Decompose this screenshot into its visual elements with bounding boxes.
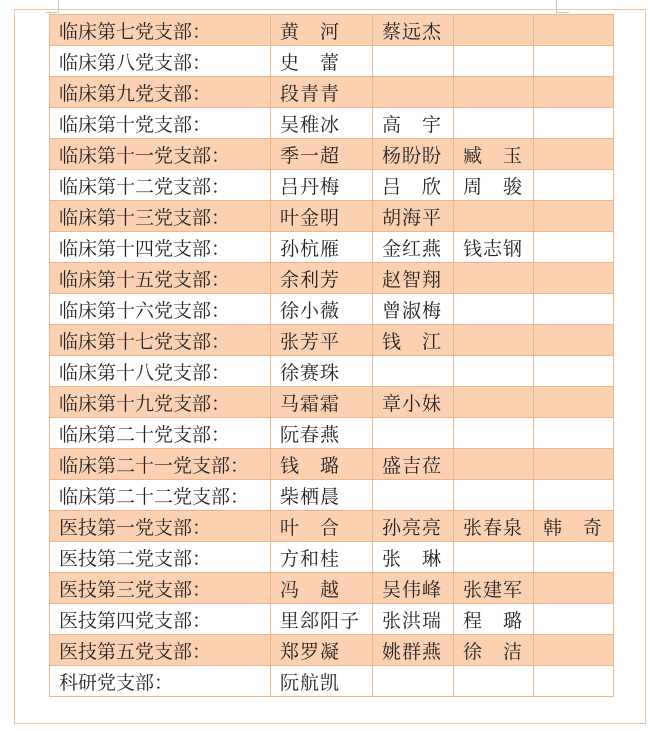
member-name-cell: [534, 387, 614, 418]
table-body: [50, 15, 614, 697]
member-name-cell: 臧 玉: [454, 139, 534, 170]
member-name-cell: 柴栖晨: [271, 480, 373, 511]
member-name-cell: 张 琳: [373, 542, 454, 573]
table-row: [50, 387, 614, 418]
branch-name-cell: 临床第二十二党支部：: [50, 480, 271, 511]
member-name-cell: [454, 387, 534, 418]
member-name-cell: [534, 294, 614, 325]
branch-name-cell: 临床第七党支部：: [50, 15, 271, 46]
member-name-cell: 阮春燕: [271, 418, 373, 449]
member-name-cell: 张洪瑞: [373, 604, 454, 635]
member-name-cell: 盛吉莅: [373, 449, 454, 480]
member-name-cell: [454, 418, 534, 449]
crop-mark-top-left: [46, 0, 59, 13]
member-name-cell: 蔡远杰: [373, 15, 454, 46]
member-name-cell: 吕丹梅: [271, 170, 373, 201]
branch-name-cell: 临床第十五党支部：: [50, 263, 271, 294]
member-name-cell: [373, 46, 454, 77]
table-row: [50, 542, 614, 573]
member-name-cell: [534, 356, 614, 387]
member-name-cell: 叶金明: [271, 201, 373, 232]
table-row: [50, 294, 614, 325]
member-name-cell: [534, 604, 614, 635]
member-name-cell: 冯 越: [271, 573, 373, 604]
member-name-cell: 金红燕: [373, 232, 454, 263]
member-name-cell: [373, 418, 454, 449]
member-name-cell: [454, 356, 534, 387]
member-name-cell: [454, 15, 534, 46]
member-name-cell: 孙杭雁: [271, 232, 373, 263]
table-row: [50, 511, 614, 542]
member-name-cell: 段青青: [271, 77, 373, 108]
table-row: [50, 666, 614, 697]
member-name-cell: [454, 480, 534, 511]
branch-name-cell: 临床第十一党支部：: [50, 139, 271, 170]
member-name-cell: 孙亮亮: [373, 511, 454, 542]
member-name-cell: [373, 356, 454, 387]
branch-name-cell: 临床第十四党支部：: [50, 232, 271, 263]
member-name-cell: [534, 170, 614, 201]
branch-name-cell: 临床第十七党支部：: [50, 325, 271, 356]
member-name-cell: 杨盼盼: [373, 139, 454, 170]
member-name-cell: 韩 奇: [534, 511, 614, 542]
member-name-cell: [454, 46, 534, 77]
member-name-cell: [534, 46, 614, 77]
member-name-cell: 钱 江: [373, 325, 454, 356]
member-name-cell: [534, 480, 614, 511]
branch-name-cell: 临床第十三党支部：: [50, 201, 271, 232]
branch-name-cell: 医技第一党支部：: [50, 511, 271, 542]
member-name-cell: 吴伟峰: [373, 573, 454, 604]
table-row: [50, 170, 614, 201]
table-row: [50, 46, 614, 77]
member-name-cell: 章小妹: [373, 387, 454, 418]
member-name-cell: 程 璐: [454, 604, 534, 635]
branch-name-cell: 医技第三党支部：: [50, 573, 271, 604]
branch-name-cell: 临床第九党支部：: [50, 77, 271, 108]
member-name-cell: [534, 449, 614, 480]
member-name-cell: 马霜霜: [271, 387, 373, 418]
branch-name-cell: 临床第十六党支部：: [50, 294, 271, 325]
member-name-cell: [534, 573, 614, 604]
member-name-cell: 高 宇: [373, 108, 454, 139]
member-name-cell: 徐小薇: [271, 294, 373, 325]
table-row: [50, 139, 614, 170]
member-name-cell: 曾淑梅: [373, 294, 454, 325]
branch-name-cell: 医技第五党支部：: [50, 635, 271, 666]
member-name-cell: [534, 139, 614, 170]
member-name-cell: [454, 77, 534, 108]
member-name-cell: 张建军: [454, 573, 534, 604]
member-name-cell: [534, 77, 614, 108]
table-row: [50, 263, 614, 294]
member-name-cell: [454, 263, 534, 294]
table-row: [50, 201, 614, 232]
branch-name-cell: 临床第二十一党支部：: [50, 449, 271, 480]
member-name-cell: [534, 666, 614, 697]
table-row: [50, 573, 614, 604]
member-name-cell: [373, 480, 454, 511]
member-name-cell: [534, 263, 614, 294]
member-name-cell: 黄 河: [271, 15, 373, 46]
member-name-cell: 吴稚冰: [271, 108, 373, 139]
branch-name-cell: 临床第二十党支部：: [50, 418, 271, 449]
member-name-cell: [534, 542, 614, 573]
member-name-cell: [534, 418, 614, 449]
member-name-cell: 史 蕾: [271, 46, 373, 77]
branch-name-cell: 临床第八党支部：: [50, 46, 271, 77]
branch-name-cell: 科研党支部：: [50, 666, 271, 697]
table-row: [50, 108, 614, 139]
member-name-cell: [454, 201, 534, 232]
member-name-cell: 钱志钢: [454, 232, 534, 263]
branch-name-cell: 医技第二党支部：: [50, 542, 271, 573]
table-row: [50, 604, 614, 635]
member-name-cell: 姚群燕: [373, 635, 454, 666]
table-row: [50, 635, 614, 666]
member-name-cell: 徐 洁: [454, 635, 534, 666]
member-name-cell: 钱 璐: [271, 449, 373, 480]
crop-mark-top-right: [556, 0, 569, 13]
member-name-cell: 叶 合: [271, 511, 373, 542]
member-name-cell: 徐赛珠: [271, 356, 373, 387]
member-name-cell: [534, 201, 614, 232]
member-name-cell: 周 骏: [454, 170, 534, 201]
member-name-cell: [373, 666, 454, 697]
table-row: [50, 77, 614, 108]
member-name-cell: 方和桂: [271, 542, 373, 573]
member-name-cell: [454, 294, 534, 325]
member-name-cell: [454, 325, 534, 356]
branch-name-cell: 临床第十党支部：: [50, 108, 271, 139]
branch-name-cell: 医技第四党支部：: [50, 604, 271, 635]
member-name-cell: [373, 77, 454, 108]
member-name-cell: [454, 666, 534, 697]
member-name-cell: 胡海平: [373, 201, 454, 232]
branch-name-cell: 临床第十九党支部：: [50, 387, 271, 418]
table-row: [50, 449, 614, 480]
member-name-cell: 阮航凯: [271, 666, 373, 697]
member-name-cell: [534, 635, 614, 666]
table-row: [50, 356, 614, 387]
member-name-cell: 余利芳: [271, 263, 373, 294]
branch-name-cell: 临床第十二党支部：: [50, 170, 271, 201]
member-name-cell: 里郐阳子: [271, 604, 373, 635]
member-name-cell: 季一超: [271, 139, 373, 170]
member-name-cell: [534, 232, 614, 263]
table-row: [50, 480, 614, 511]
branch-name-cell: 临床第十八党支部：: [50, 356, 271, 387]
member-name-cell: 郑罗凝: [271, 635, 373, 666]
member-name-cell: [534, 325, 614, 356]
member-name-cell: 张春泉: [454, 511, 534, 542]
member-name-cell: 吕 欣: [373, 170, 454, 201]
member-name-cell: [454, 108, 534, 139]
member-name-cell: [454, 542, 534, 573]
member-name-cell: [454, 449, 534, 480]
member-name-cell: [534, 15, 614, 46]
table-row: [50, 418, 614, 449]
branch-members-table: [49, 14, 614, 697]
table-row: [50, 15, 614, 46]
member-name-cell: [534, 108, 614, 139]
member-name-cell: 张芳平: [271, 325, 373, 356]
table-row: [50, 325, 614, 356]
member-name-cell: 赵智翔: [373, 263, 454, 294]
table-row: [50, 232, 614, 263]
